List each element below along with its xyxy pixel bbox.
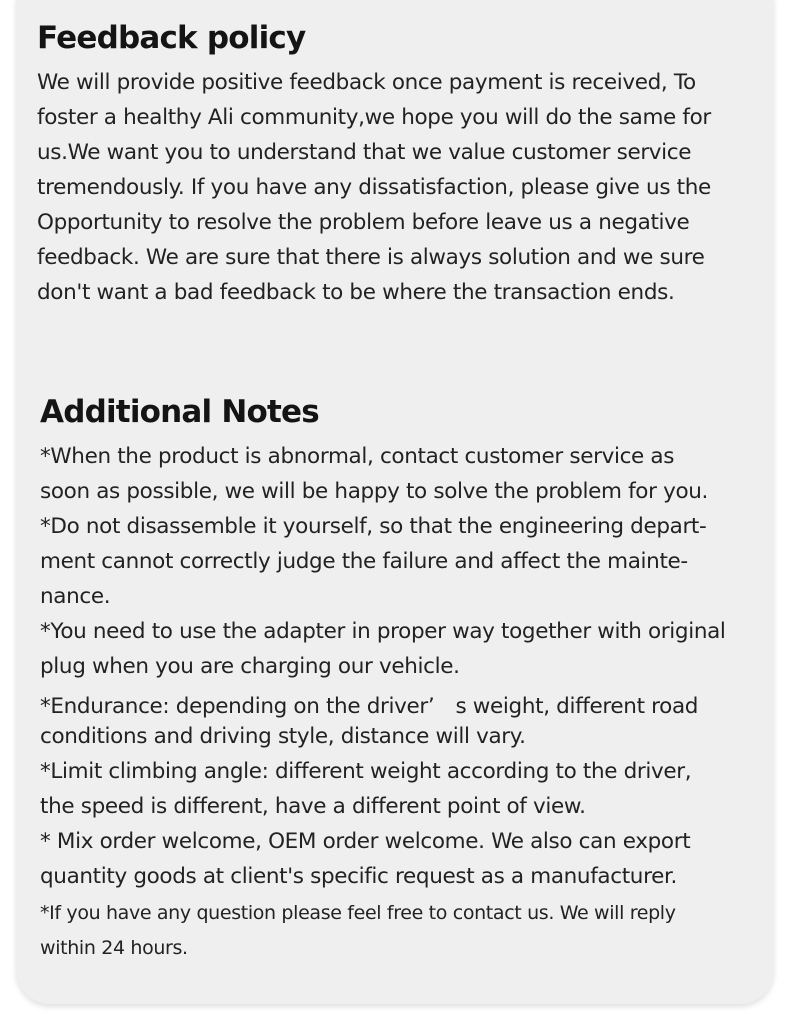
feedback-policy-line: tremendously. If you have any dissatisfaction, please give us the bbox=[37, 175, 711, 200]
feedback-policy-line: us.We want you to understand that we value customer service bbox=[37, 140, 692, 165]
additional-notes-line: *Endurance: depending on the driver’ s weight, different road bbox=[40, 694, 699, 719]
additional-notes-line: * Mix order welcome, OEM order welcome. We also can export bbox=[40, 829, 691, 854]
feedback-policy-line: don't want a bad feedback to be where the transaction ends. bbox=[37, 280, 675, 305]
feedback-policy-line: foster a healthy Ali community,we hope you will do the same for bbox=[37, 105, 711, 130]
additional-notes-line: *When the product is abnormal, contact customer service as bbox=[40, 444, 675, 469]
additional-notes-line: the speed is different, have a different point of view. bbox=[40, 794, 586, 819]
additional-notes-line: within 24 hours. bbox=[40, 937, 188, 959]
additional-notes-line: plug when you are charging our vehicle. bbox=[40, 654, 460, 679]
additional-notes-line: soon as possible, we will be happy to solve the problem for you. bbox=[40, 479, 709, 504]
feedback-policy-line: We will provide positive feedback once payment is received, To bbox=[37, 70, 696, 95]
feedback-policy-title: Feedback policy bbox=[37, 20, 306, 56]
additional-notes-line: *Do not disassemble it yourself, so that the engineering depart- bbox=[40, 514, 707, 539]
additional-notes-line: conditions and driving style, distance will vary. bbox=[40, 724, 526, 749]
additional-notes-line: ment cannot correctly judge the failure and affect the mainte- bbox=[40, 549, 688, 574]
additional-notes-line: quantity goods at client's specific request as a manufacturer. bbox=[40, 864, 677, 889]
feedback-policy-line: feedback. We are sure that there is always solution and we sure bbox=[37, 245, 705, 270]
additional-notes-line: *You need to use the adapter in proper way together with original bbox=[40, 619, 726, 644]
additional-notes-title: Additional Notes bbox=[40, 394, 319, 430]
additional-notes-line: nance. bbox=[40, 584, 111, 609]
additional-notes-line: *If you have any question please feel free to contact us. We will reply bbox=[40, 902, 676, 924]
feedback-policy-line: Opportunity to resolve the problem before leave us a negative bbox=[37, 210, 690, 235]
additional-notes-line: *Limit climbing angle: different weight according to the driver, bbox=[40, 759, 692, 784]
